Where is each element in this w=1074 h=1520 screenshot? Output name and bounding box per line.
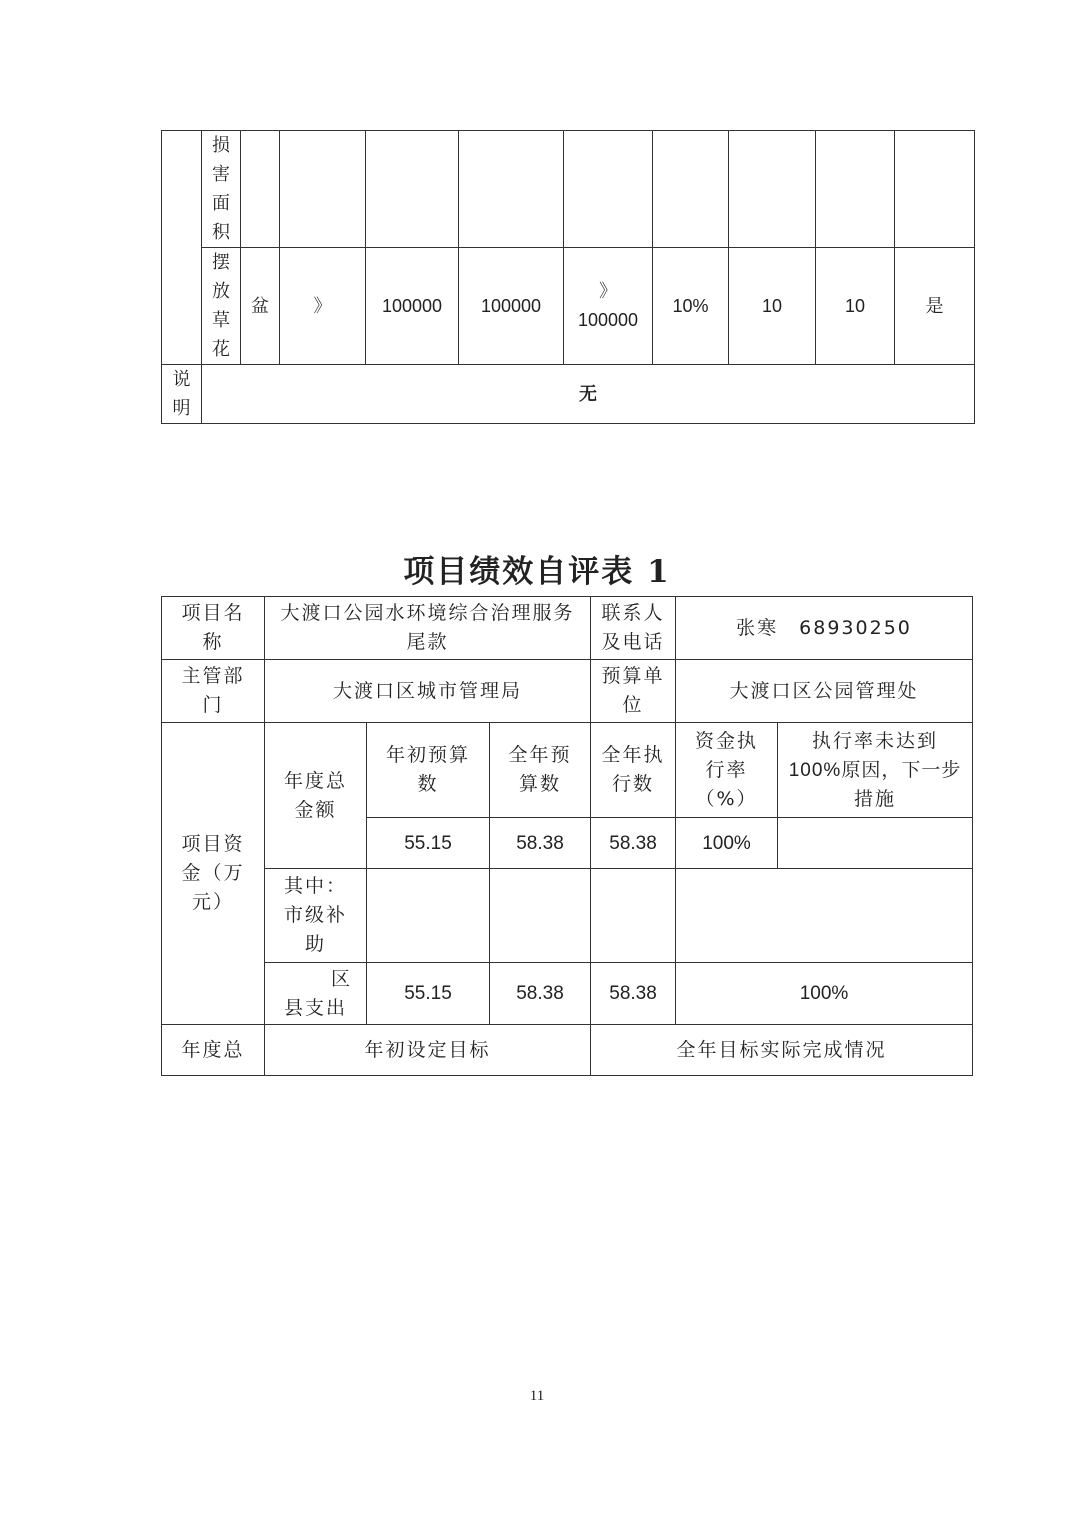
contact-label: 联系人 及电话 <box>591 597 676 660</box>
project-name-value: 大渡口公园水环境综合治理服务 尾款 <box>265 597 591 660</box>
dept-value: 大渡口区城市管理局 <box>265 660 591 723</box>
empty-cell <box>729 131 816 248</box>
goal-actual-header: 全年目标实际完成情况 <box>591 1025 973 1076</box>
value-cell: 10% <box>653 248 729 365</box>
annual-goal-label: 年度总 <box>162 1025 265 1076</box>
value-cell: 10 <box>729 248 816 365</box>
col-full-exec: 全年执 行数 <box>591 723 676 818</box>
county-init-value: 55.15 <box>367 963 490 1025</box>
total-init-value: 55.15 <box>367 818 490 869</box>
empty-cell <box>816 131 895 248</box>
empty-cell <box>367 869 490 963</box>
value-cell: 》 100000 <box>564 248 653 365</box>
col-full-budget: 全年预 算数 <box>490 723 591 818</box>
col-init-budget: 年初预算 数 <box>367 723 490 818</box>
page-number: 11 <box>529 1388 545 1404</box>
empty-cell <box>564 131 653 248</box>
county-exec-value: 58.38 <box>591 963 676 1025</box>
performance-table <box>161 596 973 1076</box>
unit-cell: 盆 <box>241 248 280 365</box>
total-exec-value: 58.38 <box>591 818 676 869</box>
funds-label: 项目资 金（万 元） <box>162 723 265 1025</box>
note-value: 无 <box>202 365 975 424</box>
contact-value: 张寒 68930250 <box>676 597 973 660</box>
col-reason: 执行率未达到 100%原因，下一步 措施 <box>778 723 973 818</box>
empty-cell <box>895 131 975 248</box>
empty-cell <box>653 131 729 248</box>
goal-init-header: 年初设定目标 <box>265 1025 591 1076</box>
page-title: 项目绩效自评表 1 <box>403 554 671 590</box>
value-cell: 100000 <box>366 248 459 365</box>
budget-unit-value: 大渡口区公园管理处 <box>676 660 973 723</box>
dept-label: 主管部 门 <box>162 660 265 723</box>
empty-cell <box>591 869 676 963</box>
empty-cell <box>490 869 591 963</box>
value-cell: 100000 <box>459 248 564 365</box>
county-full-value: 58.38 <box>490 963 591 1025</box>
county-rate-value: 100% <box>676 963 973 1025</box>
city-subsidy-label: 其中： 市级补 助 <box>265 869 367 963</box>
value-cell: 10 <box>816 248 895 365</box>
value-cell: 》 <box>280 248 366 365</box>
row-label-damage-area: 损 害 面 积 <box>202 131 241 248</box>
total-amount-label: 年度总 金额 <box>265 723 367 869</box>
empty-cell <box>162 131 202 365</box>
continuation-table <box>161 130 975 424</box>
empty-cell <box>241 131 280 248</box>
empty-cell <box>366 131 459 248</box>
note-label: 说 明 <box>162 365 202 424</box>
total-reason-value <box>778 818 973 869</box>
empty-cell <box>459 131 564 248</box>
empty-cell <box>280 131 366 248</box>
col-exec-rate: 资金执 行率 （%） <box>676 723 778 818</box>
row-label-flowers: 摆 放 草 花 <box>202 248 241 365</box>
total-rate-value: 100% <box>676 818 778 869</box>
project-name-label: 项目名 称 <box>162 597 265 660</box>
total-full-value: 58.38 <box>490 818 591 869</box>
empty-cell <box>676 869 973 963</box>
county-expense-label: 区 县支出 <box>265 963 367 1025</box>
value-cell: 是 <box>895 248 975 365</box>
budget-unit-label: 预算单 位 <box>591 660 676 723</box>
